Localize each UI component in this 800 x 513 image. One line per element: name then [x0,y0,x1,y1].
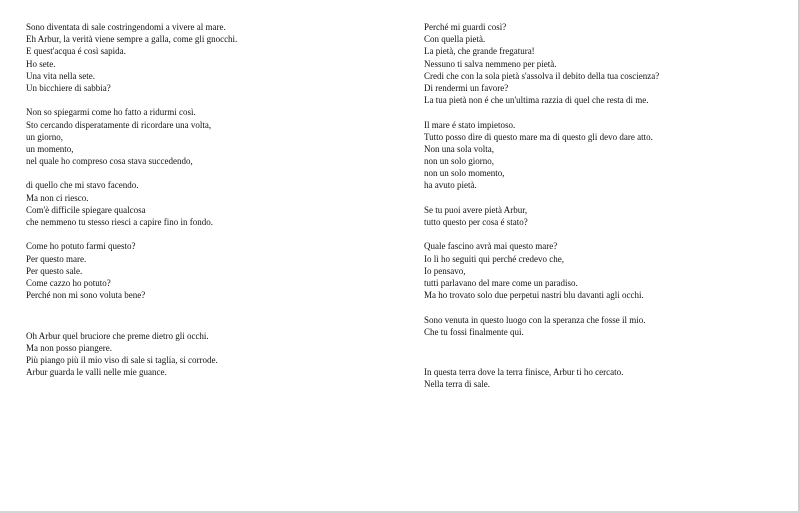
stanza-gap [424,338,764,350]
text-line: Per questo mare. [26,253,87,264]
text-line: Come cazzo ho potuto? [26,277,111,288]
text-line: Nella terra di sale. [424,379,490,390]
stanza [26,240,366,301]
text-line: Oh Arbur quel bruciore che preme dietro gli occhi. [26,330,209,341]
text-line: Ma non ci riesco. [26,192,89,203]
stanza [26,106,366,167]
stanza [424,366,764,390]
text-line: Perché mi guardi così? [424,22,507,32]
text-line: Sono diventata di sale costringendomi a vivere al mare. [26,22,226,32]
text-line: Eh Arbur, la verità viene sempre a galla, come gli gnocchi. [26,34,238,45]
text-line: Io pensavo, [424,265,466,276]
text-line: Come ho potuto farmi questo? [26,241,136,252]
text-line: non un solo giorno, [424,156,495,167]
text-line: Con quella pietà. [424,34,486,45]
text-line: La tua pietà non é che un'ultima razzia di quel che resta di me. [424,95,649,106]
text-line: Se tu puoi avere pietà Arbur, [424,204,528,215]
left-column [26,21,366,378]
stanza [26,179,366,228]
text-line: di quello che mi stavo facendo. [26,180,139,191]
stanza-gap [424,106,764,118]
text-line: un momento, [26,143,74,154]
text-line: Un bicchiere di sabbia? [26,82,111,93]
stanza-gap [26,314,366,330]
text-line: Tutto posso dire di questo mare ma di questo gli devo dare atto. [424,131,653,142]
text-line: La pietà, che grande fregatura! [424,46,535,57]
stanza-gap [424,350,764,366]
text-line: nel quale ho compreso cosa stava succedendo, [26,156,193,167]
stanza [424,314,764,338]
stanza [424,119,764,192]
text-line: Sto cercando disperatamente di ricordare una volta, [26,119,212,130]
text-line: Non so spiegarmi come ho fatto a ridurmi così. [26,107,196,118]
stanza [26,21,366,94]
text-line: Sono venuta in questo luogo con la speranza che fosse il mio. [424,314,646,325]
stanza [424,204,764,228]
text-line: Perché non mi sono voluta bene? [26,290,146,301]
stanza-gap [424,228,764,240]
stanza [424,21,764,106]
text-line: Di rendermi un favore? [424,82,509,93]
text-line: E quest'acqua é così sapida. [26,46,126,57]
stanza [424,240,764,301]
stanza-gap [424,192,764,204]
text-line: Il mare é stato impietoso. [424,119,516,130]
text-line: tutto questo per cosa é stato? [424,217,528,227]
stanza-gap [26,94,366,106]
text-line: tutti parlavano del mare come un paradiso. [424,277,578,288]
text-line: Nessuno ti salva nemmeno per pietà. [424,58,557,69]
text-line: Che tu fossi finalmente qui. [424,326,524,337]
text-line: un giorno, [26,131,63,142]
text-line: Non una sola volta, [424,143,494,154]
text-line: Quale fascino avrà mai questo mare? [424,241,558,252]
text-line: Credi che con la sola pietà s'assolva il debito della tua coscienza? [424,70,660,81]
text-line: Arbur guarda le valli nelle mie guance. [26,367,167,378]
text-line: Io lì ho seguiti qui perché credevo che, [424,253,564,264]
text-line: Ho sete. [26,58,56,69]
stanza-gap [26,301,366,313]
text-line: Ma ho trovato solo due perpetui nastri blu davanti agli occhi. [424,290,644,301]
stanza [26,330,366,379]
stanza-gap [26,167,366,179]
text-line: In questa terra dove la terra finisce, Arbur ti ho cercato. [424,367,624,378]
text-line: Ma non posso piangere. [26,342,112,353]
stanza-gap [26,228,366,240]
text-line: che nemmeno tu stesso riesci a capire fino in fondo. [26,217,213,227]
text-line: Com'è difficile spiegare qualcosa [26,204,146,215]
text-line: Più piango più il mio viso di sale si taglia, si corrode. [26,354,218,365]
text-line: ha avuto pietà. [424,180,477,191]
stanza-gap [424,301,764,313]
text-line: Una vita nella sete. [26,70,95,81]
text-line: non un solo momento, [424,168,505,179]
text-line: Per questo sale. [26,265,83,276]
right-column [424,21,764,390]
